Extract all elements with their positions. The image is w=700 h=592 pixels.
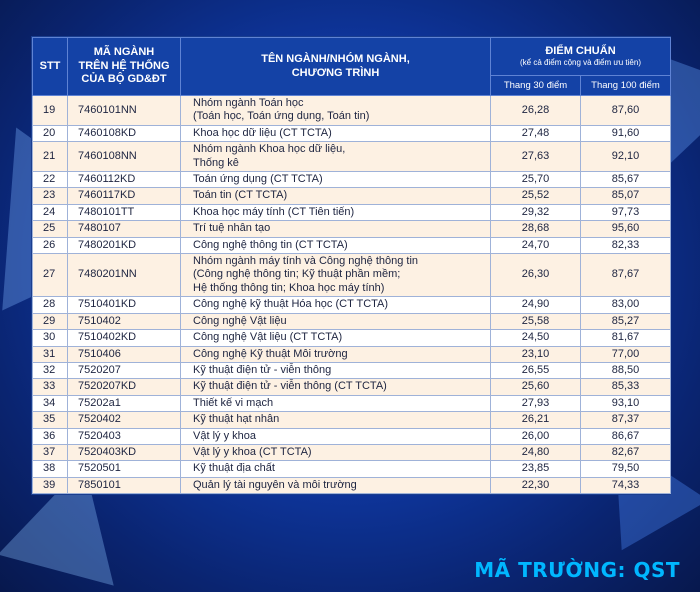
table-row bbox=[33, 96, 671, 126]
row-score-30: 24,70 bbox=[491, 237, 581, 253]
row-score-100: 87,37 bbox=[581, 412, 671, 428]
row-score-30: 23,85 bbox=[491, 461, 581, 477]
table-row bbox=[33, 444, 671, 460]
table-row bbox=[33, 188, 671, 204]
row-score-100: 87,67 bbox=[581, 254, 671, 297]
table-row bbox=[33, 204, 671, 220]
row-name bbox=[181, 477, 491, 493]
row-score-30: 26,00 bbox=[491, 428, 581, 444]
row-name-line: Nhóm ngành máy tính và Công nghệ thông tin bbox=[193, 255, 419, 268]
row-score-30: 26,28 bbox=[491, 96, 581, 126]
row-stt: 37 bbox=[33, 444, 68, 460]
row-code: 7520501 bbox=[68, 461, 181, 477]
row-code: 7850101 bbox=[68, 477, 181, 493]
row-name bbox=[181, 428, 491, 444]
header-name-line: CHƯƠNG TRÌNH bbox=[291, 66, 380, 79]
table-row bbox=[33, 330, 671, 346]
row-name-line: Thống kê bbox=[193, 156, 239, 169]
row-stt: 34 bbox=[33, 395, 68, 411]
table-row bbox=[33, 428, 671, 444]
row-name bbox=[181, 237, 491, 253]
row-stt: 20 bbox=[33, 125, 68, 141]
row-name-line: Khoa học dữ liệu (CT TCTA) bbox=[193, 126, 332, 139]
row-name-line: Công nghệ Kỹ thuật Môi trường bbox=[193, 347, 348, 360]
row-name bbox=[181, 346, 491, 362]
row-stt: 21 bbox=[33, 142, 68, 172]
row-name-line: Thiết kế vi mạch bbox=[193, 396, 274, 409]
table-row bbox=[33, 125, 671, 141]
table-row bbox=[33, 395, 671, 411]
header-code-line: TRÊN HỆ THỐNG bbox=[78, 59, 170, 72]
row-score-100: 85,33 bbox=[581, 379, 671, 395]
row-stt: 32 bbox=[33, 362, 68, 378]
row-name-line: Khoa học máy tính (CT Tiên tiến) bbox=[193, 205, 355, 218]
row-score-100: 77,00 bbox=[581, 346, 671, 362]
row-code: 7480107 bbox=[68, 221, 181, 237]
row-code: 7510402 bbox=[68, 313, 181, 329]
row-score-100: 85,67 bbox=[581, 172, 671, 188]
row-name-line: Kỹ thuật điện tử - viễn thông bbox=[193, 363, 332, 376]
row-code: 7480201NN bbox=[68, 254, 181, 297]
table-row bbox=[33, 346, 671, 362]
row-score-100: 92,10 bbox=[581, 142, 671, 172]
row-score-100: 83,00 bbox=[581, 297, 671, 313]
row-name-line: (Công nghệ thông tin; Kỹ thuật phần mềm; bbox=[193, 268, 401, 281]
row-score-100: 93,10 bbox=[581, 395, 671, 411]
row-name-line: Vật lý y khoa (CT TCTA) bbox=[193, 445, 312, 458]
row-name-line: Công nghệ Vật liệu (CT TCTA) bbox=[193, 331, 343, 344]
row-score-100: 97,73 bbox=[581, 204, 671, 220]
row-stt: 35 bbox=[33, 412, 68, 428]
header-score bbox=[491, 38, 671, 76]
row-stt: 24 bbox=[33, 204, 68, 220]
row-name bbox=[181, 330, 491, 346]
row-name-line: Vật lý y khoa bbox=[193, 429, 256, 442]
row-name bbox=[181, 412, 491, 428]
row-code: 7510401KD bbox=[68, 297, 181, 313]
row-name-line: Công nghệ thông tin (CT TCTA) bbox=[193, 238, 348, 251]
row-name bbox=[181, 362, 491, 378]
row-score-30: 25,52 bbox=[491, 188, 581, 204]
row-stt: 30 bbox=[33, 330, 68, 346]
row-name-line: Công nghệ Vật liệu bbox=[193, 314, 287, 327]
header-name bbox=[181, 38, 491, 96]
admission-score-table bbox=[31, 36, 671, 495]
row-name bbox=[181, 221, 491, 237]
header-score-title: ĐIỂM CHUẨN bbox=[545, 44, 616, 57]
table-row bbox=[33, 461, 671, 477]
row-name bbox=[181, 142, 491, 172]
row-code: 7520403 bbox=[68, 428, 181, 444]
row-code: 7480201KD bbox=[68, 237, 181, 253]
row-stt: 26 bbox=[33, 237, 68, 253]
row-name bbox=[181, 461, 491, 477]
row-code: 75202a1 bbox=[68, 395, 181, 411]
table-row bbox=[33, 379, 671, 395]
row-code: 7520403KD bbox=[68, 444, 181, 460]
row-score-100: 74,33 bbox=[581, 477, 671, 493]
header-code-line: CỦA BỘ GD&ĐT bbox=[81, 73, 167, 86]
row-code: 7480101TT bbox=[68, 204, 181, 220]
row-stt: 27 bbox=[33, 254, 68, 297]
row-name-line: (Toán học, Toán ứng dụng, Toán tin) bbox=[193, 110, 370, 123]
school-code-label: MÃ TRƯỜNG: QST bbox=[474, 558, 680, 582]
row-score-30: 25,70 bbox=[491, 172, 581, 188]
row-score-100: 82,67 bbox=[581, 444, 671, 460]
row-score-30: 25,60 bbox=[491, 379, 581, 395]
row-name-line: Công nghệ kỹ thuật Hóa học (CT TCTA) bbox=[193, 298, 389, 311]
row-name-line: Toán ứng dụng (CT TCTA) bbox=[193, 173, 323, 186]
row-code: 7460101NN bbox=[68, 96, 181, 126]
row-score-30: 22,30 bbox=[491, 477, 581, 493]
row-code: 7510406 bbox=[68, 346, 181, 362]
row-code: 7460112KD bbox=[68, 172, 181, 188]
row-name-line: Hệ thống thông tin; Khoa học máy tính) bbox=[193, 281, 385, 294]
row-stt: 36 bbox=[33, 428, 68, 444]
row-score-100: 79,50 bbox=[581, 461, 671, 477]
row-stt: 22 bbox=[33, 172, 68, 188]
row-name-line: Kỹ thuật hạt nhân bbox=[193, 413, 280, 426]
row-name bbox=[181, 395, 491, 411]
row-stt: 19 bbox=[33, 96, 68, 126]
row-name-line: Nhóm ngành Khoa học dữ liệu, bbox=[193, 143, 346, 156]
header-name-line: TÊN NGÀNH/NHÓM NGÀNH, bbox=[261, 52, 410, 65]
row-name bbox=[181, 96, 491, 126]
row-name bbox=[181, 254, 491, 297]
table-row bbox=[33, 221, 671, 237]
row-name-line: Quản lý tài nguyên và môi trường bbox=[193, 478, 357, 491]
row-name-line: Kỹ thuật điện tử - viễn thông (CT TCTA) bbox=[193, 380, 387, 393]
row-score-30: 28,68 bbox=[491, 221, 581, 237]
row-score-30: 29,32 bbox=[491, 204, 581, 220]
row-score-100: 91,60 bbox=[581, 125, 671, 141]
row-score-30: 27,48 bbox=[491, 125, 581, 141]
row-score-100: 88,50 bbox=[581, 362, 671, 378]
row-score-100: 87,60 bbox=[581, 96, 671, 126]
row-score-30: 23,10 bbox=[491, 346, 581, 362]
row-code: 7460108NN bbox=[68, 142, 181, 172]
table-row bbox=[33, 142, 671, 172]
row-code: 7460108KD bbox=[68, 125, 181, 141]
row-stt: 31 bbox=[33, 346, 68, 362]
row-score-100: 81,67 bbox=[581, 330, 671, 346]
row-name bbox=[181, 172, 491, 188]
table-row bbox=[33, 172, 671, 188]
row-score-100: 86,67 bbox=[581, 428, 671, 444]
row-score-30: 25,58 bbox=[491, 313, 581, 329]
row-score-30: 26,30 bbox=[491, 254, 581, 297]
table-row bbox=[33, 254, 671, 297]
table-row bbox=[33, 477, 671, 493]
table-row bbox=[33, 237, 671, 253]
row-name bbox=[181, 313, 491, 329]
row-stt: 38 bbox=[33, 461, 68, 477]
row-score-30: 27,63 bbox=[491, 142, 581, 172]
row-stt: 33 bbox=[33, 379, 68, 395]
row-stt: 25 bbox=[33, 221, 68, 237]
row-score-30: 24,80 bbox=[491, 444, 581, 460]
row-name-line: Kỹ thuật địa chất bbox=[193, 462, 275, 475]
row-score-100: 95,60 bbox=[581, 221, 671, 237]
row-name bbox=[181, 297, 491, 313]
row-stt: 29 bbox=[33, 313, 68, 329]
row-score-100: 85,27 bbox=[581, 313, 671, 329]
header-scale-30: Thang 30 điểm bbox=[491, 76, 581, 96]
header-scale-100: Thang 100 điểm bbox=[581, 76, 671, 96]
row-name bbox=[181, 444, 491, 460]
row-score-100: 85,07 bbox=[581, 188, 671, 204]
table-row bbox=[33, 297, 671, 313]
row-name bbox=[181, 204, 491, 220]
row-code: 7520207 bbox=[68, 362, 181, 378]
header-stt: STT bbox=[33, 38, 68, 96]
row-name bbox=[181, 188, 491, 204]
row-code: 7460117KD bbox=[68, 188, 181, 204]
row-score-30: 26,55 bbox=[491, 362, 581, 378]
row-score-30: 24,90 bbox=[491, 297, 581, 313]
row-score-30: 24,50 bbox=[491, 330, 581, 346]
row-score-30: 26,21 bbox=[491, 412, 581, 428]
row-code: 7520402 bbox=[68, 412, 181, 428]
row-name-line: Toán tin (CT TCTA) bbox=[193, 189, 288, 202]
row-name-line: Trí tuệ nhân tạo bbox=[193, 222, 271, 235]
row-score-30: 27,93 bbox=[491, 395, 581, 411]
row-score-100: 82,33 bbox=[581, 237, 671, 253]
header-code bbox=[68, 38, 181, 96]
row-name-line: Nhóm ngành Toán học bbox=[193, 97, 304, 109]
row-name bbox=[181, 125, 491, 141]
row-stt: 23 bbox=[33, 188, 68, 204]
header-score-note: (kể cả điểm cộng và điểm ưu tiên) bbox=[520, 58, 641, 68]
table-row bbox=[33, 362, 671, 378]
row-stt: 39 bbox=[33, 477, 68, 493]
table-row bbox=[33, 313, 671, 329]
header-code-line: MÃ NGÀNH bbox=[93, 45, 155, 58]
row-stt: 28 bbox=[33, 297, 68, 313]
row-name bbox=[181, 379, 491, 395]
row-code: 7520207KD bbox=[68, 379, 181, 395]
table-row bbox=[33, 412, 671, 428]
row-code: 7510402KD bbox=[68, 330, 181, 346]
